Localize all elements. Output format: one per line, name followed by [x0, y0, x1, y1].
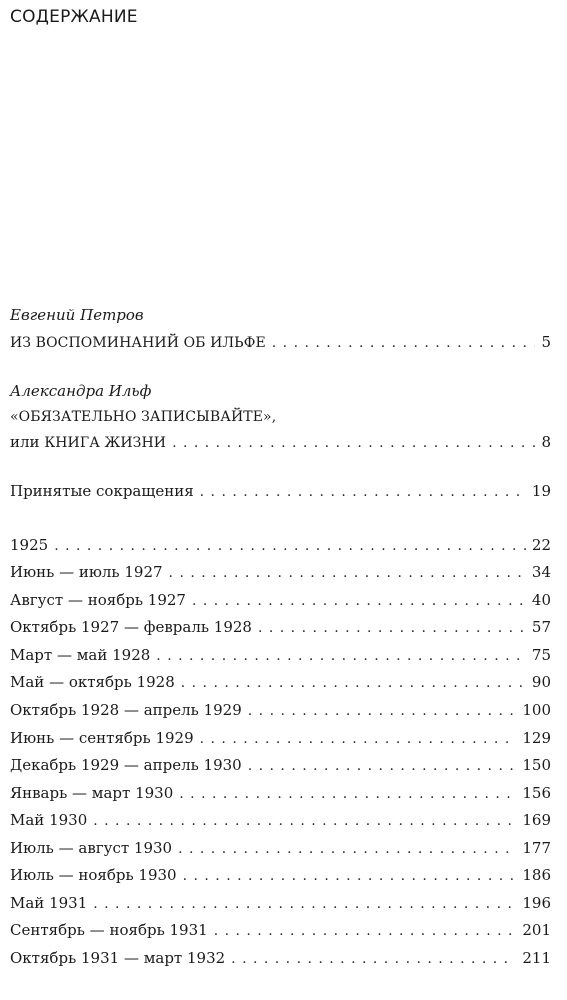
dot-leader	[169, 561, 526, 585]
dot-leader	[248, 699, 517, 723]
toc-entry-title: Май 1931	[10, 894, 88, 912]
toc-entry-title-caps: КНИГА ЖИЗНИ	[44, 435, 167, 451]
dot-leader	[156, 644, 526, 668]
toc-entry[interactable]	[10, 615, 551, 639]
toc-entry[interactable]	[10, 836, 551, 860]
toc-entry[interactable]	[10, 891, 551, 915]
toc-entry-page: 5	[541, 333, 551, 351]
dot-leader	[248, 754, 517, 778]
table-of-contents	[10, 0, 551, 1000]
toc-entry-title: Май — октябрь 1928	[10, 673, 175, 691]
toc-entry-page: 22	[531, 536, 551, 554]
toc-entry-page: 40	[531, 591, 551, 609]
toc-entry-page: 196	[522, 894, 551, 912]
toc-entry-title: Июль — август 1930	[10, 839, 173, 857]
toc-entry-page: 150	[522, 756, 551, 774]
toc-author: Евгений Петров	[10, 306, 144, 324]
toc-entry-page: 100	[522, 701, 551, 719]
toc-entry[interactable]	[10, 863, 551, 887]
toc-entry-title: Октябрь 1931 — март 1932	[10, 949, 226, 967]
toc-entry-page: 8	[541, 433, 551, 451]
toc-entry[interactable]	[10, 643, 551, 667]
toc-entry-title	[10, 430, 166, 455]
toc-entry[interactable]	[10, 533, 551, 557]
toc-entry-title: Декабрь 1929 — апрель 1930	[10, 756, 242, 774]
toc-entry-page: 129	[522, 729, 551, 747]
toc-entry-title: Сентябрь — ноябрь 1931	[10, 921, 208, 939]
toc-entry-title-prefix: или	[10, 433, 40, 451]
toc-entry[interactable]	[10, 560, 551, 584]
dot-leader	[214, 919, 517, 943]
dot-leader	[93, 809, 516, 833]
toc-entry[interactable]	[10, 670, 551, 694]
toc-entry-page: 90	[531, 673, 551, 691]
toc-entry[interactable]	[10, 430, 551, 454]
toc-entry-title: Октябрь 1928 — апрель 1929	[10, 701, 242, 719]
dot-leader	[272, 331, 536, 355]
toc-entry-title: Август — ноябрь 1927	[10, 591, 186, 609]
toc-entry-page: 75	[531, 646, 551, 664]
toc-author: Александра Ильф	[10, 382, 152, 400]
toc-entry-page: 19	[531, 482, 551, 500]
toc-entry[interactable]	[10, 781, 551, 805]
toc-entry[interactable]	[10, 330, 551, 354]
toc-entry-page: 177	[522, 839, 551, 857]
dot-leader	[200, 727, 517, 751]
dot-leader	[93, 892, 516, 916]
toc-entry-page: 201	[522, 921, 551, 939]
toc-entry-title: Октябрь 1927 — февраль 1928	[10, 618, 252, 636]
toc-entry[interactable]	[10, 588, 551, 612]
toc-entry-title: Январь — март 1930	[10, 784, 174, 802]
dot-leader	[172, 431, 535, 455]
dot-leader	[200, 480, 526, 504]
toc-entry[interactable]	[10, 753, 551, 777]
toc-entry[interactable]	[10, 918, 551, 942]
dot-leader	[231, 947, 516, 971]
toc-entry[interactable]	[10, 946, 551, 970]
dot-leader	[179, 782, 516, 806]
dot-leader	[178, 837, 516, 861]
toc-entry-page: 211	[522, 949, 551, 967]
toc-entry-title: Июнь — июль 1927	[10, 563, 163, 581]
toc-entry[interactable]	[10, 479, 551, 503]
toc-entry[interactable]	[10, 726, 551, 750]
toc-entry-page: 57	[531, 618, 551, 636]
toc-entry[interactable]	[10, 698, 551, 722]
toc-entry-title: Март — май 1928	[10, 646, 151, 664]
toc-entry-page: 169	[522, 811, 551, 829]
dot-leader	[181, 671, 526, 695]
dot-leader	[183, 864, 517, 888]
page-title: СОДЕРЖАНИЕ	[10, 7, 138, 27]
toc-entry-title: ИЗ ВОСПОМИНАНИЙ ОБ ИЛЬФЕ	[10, 335, 266, 351]
dot-leader	[258, 616, 526, 640]
dot-leader	[192, 589, 526, 613]
toc-entry-title-line: «ОБЯЗАТЕЛЬНО ЗАПИСЫВАЙТЕ»,	[10, 409, 277, 425]
toc-entry-title: Принятые сокращения	[10, 482, 194, 500]
dot-leader	[54, 534, 526, 558]
toc-entry-title: Май 1930	[10, 811, 88, 829]
toc-entry-title: Июль — ноябрь 1930	[10, 866, 177, 884]
toc-entry-title: 1925	[10, 536, 49, 554]
toc-entry-title: Июнь — сентябрь 1929	[10, 729, 194, 747]
toc-entry-page: 34	[531, 563, 551, 581]
toc-entry-page: 156	[522, 784, 551, 802]
toc-entry[interactable]	[10, 808, 551, 832]
toc-entry-page: 186	[522, 866, 551, 884]
